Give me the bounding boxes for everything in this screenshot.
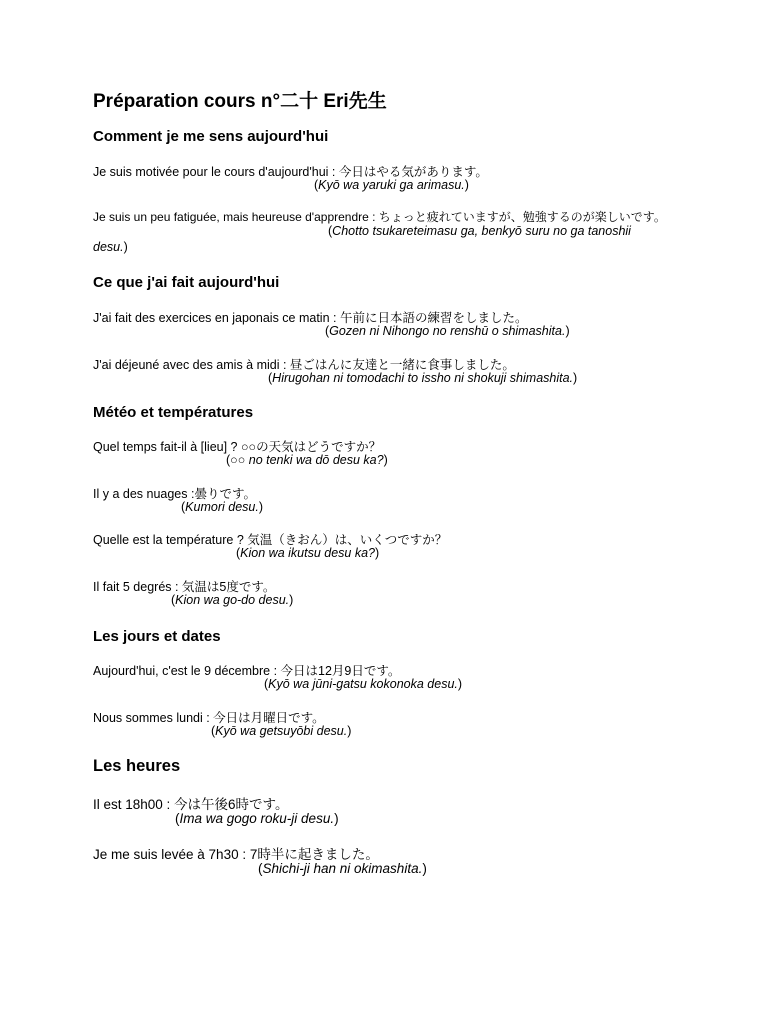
reading-time: (Ima wa gogo roku-ji desu.) <box>175 811 339 826</box>
reading-tired-line2: desu.) <box>93 240 128 254</box>
reading-text: Kion wa ikutsu desu ka? <box>240 546 375 560</box>
reading-text: ○○ no tenki wa dō desu ka? <box>230 453 384 467</box>
reading-woke-up: (Shichi-ji han ni okimashita.) <box>258 861 427 876</box>
reading-text: Kion wa go-do desu. <box>175 593 290 607</box>
reading-text: Ima wa gogo roku-ji desu. <box>179 811 335 826</box>
reading-text: Hirugohan ni tomodachi to issho ni shokuji shimashita. <box>272 371 574 385</box>
reading-text: Kyō wa getsuyōbi desu. <box>215 724 348 738</box>
sentence-time: Il est 18h00 : 今は午後6時です。 <box>93 797 289 812</box>
sentence-motivated: Je suis motivée pour le cours d'aujourd'hui : 今日はやる気があります。 <box>93 165 488 179</box>
sentence-tired: Je suis un peu fatiguée, mais heureuse d'apprendre : ちょっと疲れていますが、勉強するのが楽しいです。 <box>93 210 666 224</box>
reading-text: Kyō wa jūni-gatsu kokonoka desu. <box>268 677 458 691</box>
sentence-lunch: J'ai déjeuné avec des amis à midi : 昼ごはんに友達と一緒に食事しました。 <box>93 358 515 372</box>
reading-text: desu. <box>93 240 124 254</box>
reading-text: Chotto tsukareteimasu ga, benkyō suru no ga tanoshii <box>332 224 631 238</box>
section-heading-weather: Météo et températures <box>93 404 254 421</box>
sentence-degrees: Il fait 5 degrés : 気温は5度です。 <box>93 580 276 594</box>
reading-text: Kyō wa yaruki ga arimasu. <box>318 178 465 192</box>
reading-exercises: (Gozen ni Nihongo no renshū o shimashita.) <box>325 324 570 338</box>
reading-monday: (Kyō wa getsuyōbi desu.) <box>211 724 352 738</box>
reading-lunch: (Hirugohan ni tomodachi to issho ni shokuji shimashita.) <box>268 371 578 385</box>
reading-temperature-question: (Kion wa ikutsu desu ka?) <box>236 546 380 560</box>
reading-motivated: (Kyō wa yaruki ga arimasu.) <box>314 178 469 192</box>
section-heading-feel: Comment je me sens aujourd'hui <box>93 128 329 145</box>
reading-weather-question: (○○ no tenki wa dō desu ka?) <box>226 453 388 467</box>
sentence-date: Aujourd'hui, c'est le 9 décembre : 今日は12月9日です。 <box>93 664 401 678</box>
section-heading-hours: Les heures <box>93 757 181 775</box>
section-heading-done: Ce que j'ai fait aujourd'hui <box>93 274 280 291</box>
reading-text: Gozen ni Nihongo no renshū o shimashita. <box>329 324 566 338</box>
reading-tired-line1: (Chotto tsukareteimasu ga, benkyō suru no ga tanoshii <box>328 224 631 238</box>
reading-text: Shichi-ji han ni okimashita. <box>262 861 423 876</box>
sentence-weather-question: Quel temps fait-il à [lieu] ? ○○の天気はどうですか？ <box>93 440 382 454</box>
sentence-clouds: Il y a des nuages :曇りです。 <box>93 487 256 501</box>
reading-degrees: (Kion wa go-do desu.) <box>171 593 294 607</box>
sentence-woke-up: Je me suis levée à 7h30 : 7時半に起きました。 <box>93 847 379 862</box>
section-heading-days: Les jours et dates <box>93 628 221 645</box>
reading-text: Kumori desu. <box>185 500 259 514</box>
page-title: Préparation cours n°二十 Eri先生 <box>93 91 387 112</box>
sentence-temperature-question: Quelle est la température ? 気温（きおん）は、いくつですか？ <box>93 533 448 547</box>
sentence-monday: Nous sommes lundi : 今日は月曜日です。 <box>93 711 325 725</box>
reading-clouds: (Kumori desu.) <box>181 500 263 514</box>
sentence-exercises: J'ai fait des exercices en japonais ce matin : 午前に日本語の練習をしました。 <box>93 311 528 325</box>
reading-date: (Kyō wa jūni-gatsu kokonoka desu.) <box>264 677 463 691</box>
